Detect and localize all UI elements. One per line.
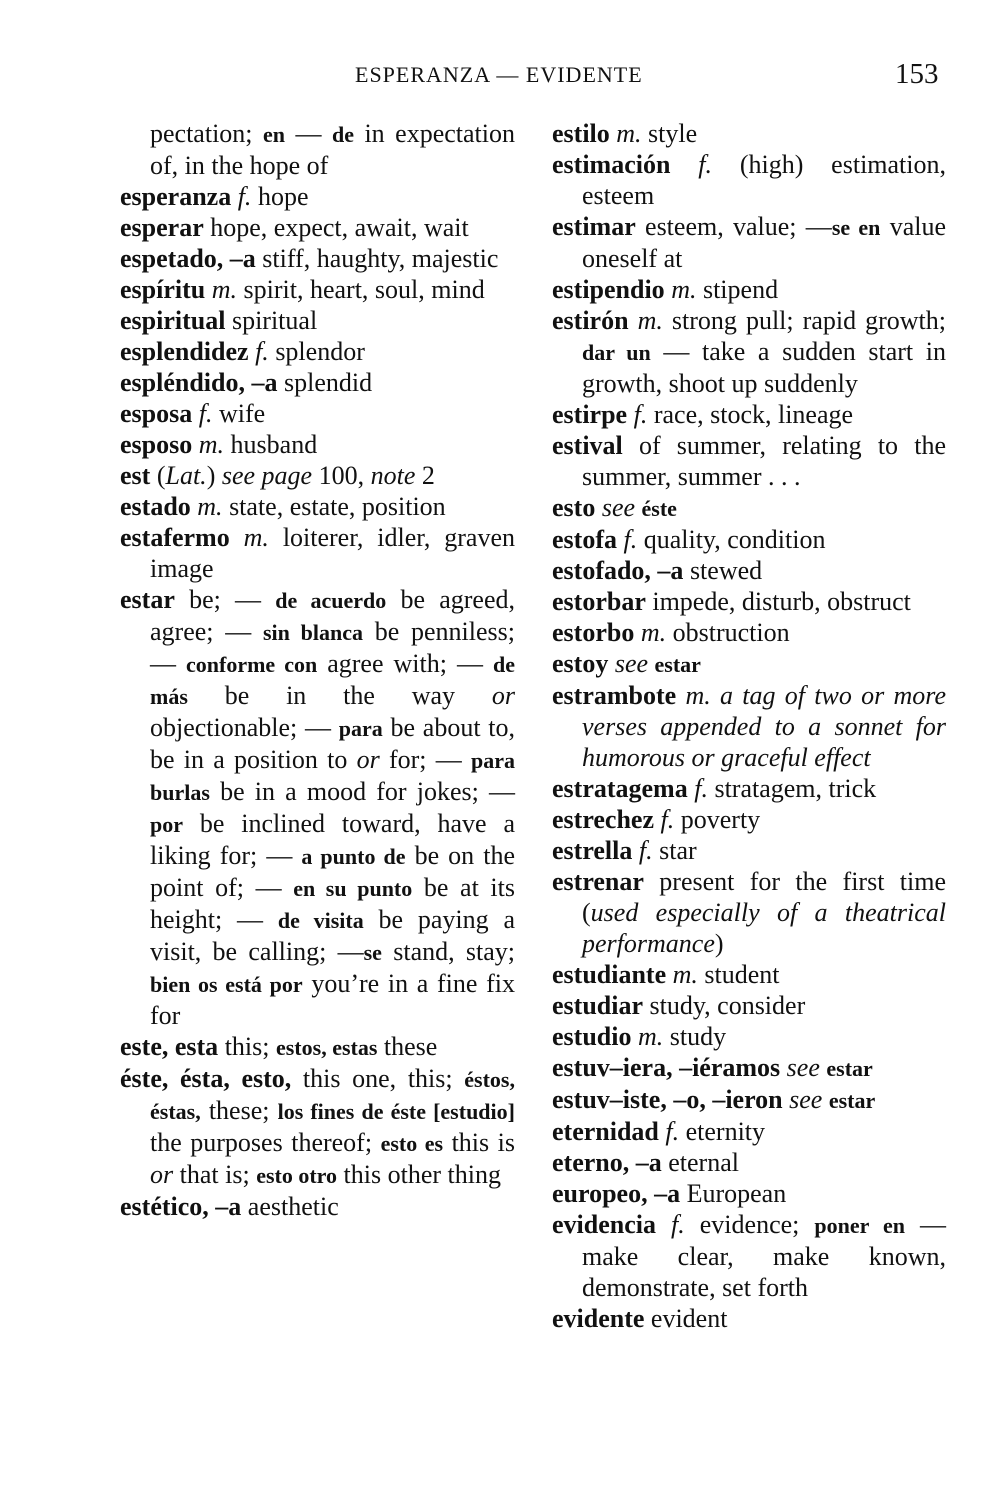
definition-text: 100, [312, 461, 371, 490]
italic-text: m. [672, 960, 698, 989]
dictionary-entry [552, 1116, 946, 1147]
definition-text: — [285, 119, 332, 148]
headword: espetado, –a [120, 244, 256, 273]
dictionary-entry [552, 492, 946, 524]
definition-text: ) [206, 461, 222, 490]
phrase: estos, estas [275, 1035, 378, 1060]
italic-text: f. [633, 400, 648, 429]
definition-text: European [680, 1179, 787, 1208]
phrase: estar [826, 1056, 873, 1081]
page-number: 153 [895, 58, 939, 90]
headword: estrenar [552, 867, 644, 896]
headword: eternidad [552, 1117, 659, 1146]
headword: estado [120, 492, 191, 521]
phrase: para [338, 716, 383, 741]
definition-text: agree with; — [317, 649, 493, 678]
definition-text: of summer, relating to the summer, summer . . . [582, 431, 946, 491]
italic-text: f. [198, 399, 213, 428]
headword: estafermo [120, 523, 230, 552]
italic-text: m. [243, 523, 269, 552]
headword: estilo [552, 119, 610, 148]
headword: estudiar [552, 991, 643, 1020]
headword: europeo, –a [552, 1179, 681, 1208]
headword: este, esta [120, 1032, 219, 1061]
headword: evidente [552, 1304, 645, 1333]
headword: espíritu [120, 275, 206, 304]
phrase: de visita [277, 908, 364, 933]
definition-text: study [663, 1022, 727, 1051]
italic-text: see page [221, 461, 313, 490]
dictionary-entry [552, 586, 946, 617]
italic-text: m. [198, 430, 225, 459]
headword: estudio [552, 1022, 632, 1051]
definition-text: be inclined toward, have a liking for; — [150, 809, 515, 870]
italic-text: m. [640, 618, 667, 647]
italic-text: m. [637, 1022, 664, 1051]
phrase: en [263, 122, 285, 147]
dictionary-entry [552, 617, 946, 648]
headword: estofado, –a [552, 556, 684, 585]
definition-text: spirit, heart, soul, mind [237, 275, 485, 304]
definition-text [629, 306, 638, 335]
dictionary-entry [552, 1178, 946, 1209]
headword: espiritual [120, 306, 226, 335]
definition-text: evident [644, 1304, 728, 1333]
definition-text: stratagem, trick [707, 774, 877, 803]
headword: estuv–iste, –o, –ieron [552, 1085, 783, 1114]
phrase: esto otro [256, 1163, 338, 1188]
dictionary-entry [120, 1031, 515, 1063]
dictionary-entry [120, 1191, 515, 1222]
definition-text: ) [714, 929, 724, 958]
running-head: ESPERANZA — EVIDENTE [355, 62, 643, 87]
definition-text: be on the point of; — [150, 841, 515, 902]
italic-text: f. [694, 774, 708, 803]
dictionary-entry [552, 399, 946, 430]
phrase: dar un [582, 340, 651, 365]
phrase: los fines de éste [estudio] [277, 1099, 515, 1124]
headword: estar [120, 585, 175, 614]
italic-text: f. [237, 182, 252, 211]
definition-text: wife [212, 399, 266, 428]
dictionary-entry [552, 1084, 946, 1116]
definition-text: style [641, 119, 698, 148]
definition-text: be agreed, agree; — [150, 585, 515, 646]
headword: esposa [120, 399, 193, 428]
italic-text: see [789, 1085, 823, 1114]
italic-text: f. [698, 150, 712, 179]
dictionary-entry [552, 804, 946, 835]
definition-text: be; — [174, 585, 276, 614]
definition-text: in expectation of, in the hope of [150, 119, 515, 180]
phrase: en su punto [293, 876, 413, 901]
definition-text: hope, expect, await, wait [203, 213, 469, 242]
definition-text: poverty [674, 805, 761, 834]
phrase: se en [831, 215, 881, 240]
dictionary-entry [120, 584, 515, 1031]
headword: esperar [120, 213, 204, 242]
definition-text: these; [200, 1096, 278, 1125]
headword: estirpe [552, 400, 628, 429]
definition-text: be about to, be in a position to [150, 713, 516, 774]
dictionary-entry [552, 773, 946, 804]
definition-text: that is; [173, 1160, 257, 1189]
headword: estirón [552, 306, 629, 335]
italic-text: see [786, 1053, 820, 1082]
definition-text: be in a mood for jokes; — [209, 777, 515, 806]
dictionary-entry [552, 524, 946, 555]
italic-text: f. [665, 1117, 680, 1146]
definition-text: stipend [696, 275, 779, 304]
definition-text: stand, stay; [381, 937, 515, 966]
definition-text: objectionable; — [150, 713, 339, 742]
dictionary-entry [120, 522, 515, 584]
definition-text [230, 523, 244, 552]
definition-text: aesthetic [241, 1192, 339, 1221]
definition-text: these [377, 1032, 438, 1061]
definition-text: evidence; [684, 1210, 815, 1239]
dictionary-entry [552, 1021, 946, 1052]
definition-text: star [652, 836, 697, 865]
definition-text: stewed [683, 556, 763, 585]
phrase: por [150, 812, 183, 837]
definition-text: the purposes thereof; [150, 1128, 381, 1157]
dictionary-entry [120, 429, 515, 460]
definition-text: be paying a visit, be calling; — [150, 905, 516, 966]
definition-text: you’re in a fine fix for [150, 969, 515, 1030]
phrase: de [331, 122, 354, 147]
italic-text: f. [255, 337, 269, 366]
dictionary-entry [120, 398, 515, 429]
headword: esposo [120, 430, 193, 459]
phrase: se [363, 940, 382, 965]
italic-text: see [601, 493, 636, 522]
headword: est [120, 461, 151, 490]
phrase: de más [150, 652, 515, 709]
headword: estético, –a [120, 1192, 242, 1221]
headword: estimar [552, 212, 636, 241]
italic-text: see [614, 649, 649, 678]
italic-text: m. [197, 492, 223, 521]
italic-text: or [491, 681, 515, 710]
italic-text: or [150, 1160, 174, 1189]
definition-text: student [697, 960, 780, 989]
definition-text: be at its height; — [150, 873, 515, 934]
dictionary-entry [552, 1303, 946, 1334]
italic-text: m. [685, 681, 711, 710]
italic-text: m. [616, 119, 642, 148]
headword: estofa [552, 525, 617, 554]
dictionary-entry [120, 212, 515, 243]
definition-text: this; [218, 1032, 276, 1061]
headword: estorbo [552, 618, 635, 647]
headword: estoy [552, 649, 609, 678]
dictionary-entry [120, 336, 515, 367]
definition-text: splendor [268, 337, 365, 366]
dictionary-entry [552, 149, 946, 211]
dictionary-entry [552, 274, 946, 305]
dictionary-entry [552, 1052, 946, 1084]
italic-text: m. [637, 306, 663, 335]
dictionary-entry [120, 118, 515, 181]
definition-text: eternity [679, 1117, 766, 1146]
dictionary-entry [552, 866, 946, 959]
definition-text: this one, this; [291, 1064, 465, 1093]
definition-text: spiritual [225, 306, 318, 335]
italic-text: f. [660, 805, 675, 834]
dictionary-entry [120, 274, 515, 305]
definition-text: pectation; [150, 119, 263, 148]
phrase: estar [654, 652, 701, 677]
definition-text: — take a sudden start in growth, shoot up suddenly [582, 337, 946, 398]
definition-text: obstruction [666, 618, 790, 647]
italic-text: f. [638, 836, 653, 865]
dictionary-entry [552, 1147, 946, 1178]
phrase: sin blanca [262, 620, 363, 645]
headword: estimación [552, 150, 671, 179]
phrase: éstos, éstas, [150, 1067, 515, 1124]
headword: estrambote [552, 681, 677, 710]
phrase: éste [641, 496, 677, 521]
italic-text: or [356, 745, 380, 774]
definition-text: study, consider [643, 991, 806, 1020]
definition-text: quality, condition [637, 525, 826, 554]
definition-text: be in the way [187, 681, 492, 710]
headword: espléndido, –a [120, 368, 278, 397]
dictionary-entry [552, 1209, 946, 1303]
definition-text: present for the first time ( [582, 867, 946, 927]
headword: esperanza [120, 182, 232, 211]
definition-text: strong pull; rapid growth; [662, 306, 946, 335]
dictionary-entry [120, 181, 515, 212]
dictionary-entry [120, 305, 515, 336]
definition-text: race, stock, lineage [647, 400, 854, 429]
dictionary-entry [552, 648, 946, 680]
definition-text: be penniless; — [150, 617, 515, 678]
dictionary-entry [552, 305, 946, 399]
definition-text [670, 150, 698, 179]
phrase: de acuerdo [275, 588, 387, 613]
phrase: bien os está por [150, 972, 303, 997]
italic-text: note [370, 461, 416, 490]
headword: estipendio [552, 275, 665, 304]
definition-text [656, 1210, 671, 1239]
definition-text: hope [251, 182, 309, 211]
dictionary-entry [552, 680, 946, 773]
phrase: a punto de [301, 844, 406, 869]
dictionary-entry [552, 430, 946, 492]
italic-text: used especially of a theatrical performance [582, 898, 946, 958]
italic-text: a tag of two or more verses appended to a sonnet for humorous or graceful effect [582, 681, 947, 772]
headword: esto [552, 493, 596, 522]
italic-text: m. [211, 275, 238, 304]
dictionary-entry [552, 211, 946, 274]
headword: estorbar [552, 587, 646, 616]
dictionary-entry [120, 367, 515, 398]
dictionary-entry [120, 1063, 515, 1191]
definition-text: — make clear, make known, demonstrate, set forth [582, 1210, 947, 1302]
italic-text: Lat. [165, 461, 207, 490]
definition-text: splendid [277, 368, 373, 397]
dictionary-entry [120, 243, 515, 274]
definition-text: stiff, haughty, majestic [255, 244, 499, 273]
dictionary-entry [552, 959, 946, 990]
headword: éste, ésta, esto, [120, 1064, 292, 1093]
phrase: esto es [380, 1131, 444, 1156]
definition-text: husband [224, 430, 318, 459]
phrase: estar [828, 1088, 876, 1113]
left-column [120, 118, 515, 1222]
headword: evidencia [552, 1210, 656, 1239]
dictionary-entry [552, 835, 946, 866]
headword: estratagema [552, 774, 688, 803]
definition-text: eternal [661, 1148, 739, 1177]
definition-text [711, 681, 720, 710]
dictionary-entry [552, 990, 946, 1021]
definition-text: state, estate, position [222, 492, 446, 521]
right-column [552, 118, 946, 1334]
page-header [0, 56, 1000, 96]
definition-text: value oneself at [582, 212, 947, 273]
definition-text: this other thing [337, 1160, 501, 1189]
italic-text: m. [671, 275, 697, 304]
headword: estival [552, 431, 623, 460]
dictionary-entry [120, 460, 515, 491]
definition-text: this is [443, 1128, 516, 1157]
phrase: para burlas [150, 748, 515, 805]
headword: eterno, –a [552, 1148, 662, 1177]
italic-text: f. [623, 525, 638, 554]
headword: esplendidez [120, 337, 249, 366]
headword: estuv–iera, –iéramos [552, 1053, 781, 1082]
dictionary-entry [120, 491, 515, 522]
definition-text: 2 [415, 461, 435, 490]
headword: estrella [552, 836, 633, 865]
dictionary-entry [552, 555, 946, 586]
headword: estrechez [552, 805, 655, 834]
phrase: conforme con [186, 652, 318, 677]
definition-text: ( [150, 461, 166, 490]
phrase: poner en [814, 1213, 906, 1238]
headword: estudiante [552, 960, 667, 989]
definition-text: impede, disturb, obstruct [645, 587, 911, 616]
dictionary-entry [552, 118, 946, 149]
definition-text: loiterer, idler, graven image [150, 523, 515, 583]
definition-text: (high) estimation, esteem [582, 150, 946, 210]
italic-text: f. [671, 1210, 685, 1239]
definition-text: for; — [379, 745, 471, 774]
definition-text: esteem, value; — [635, 212, 832, 241]
